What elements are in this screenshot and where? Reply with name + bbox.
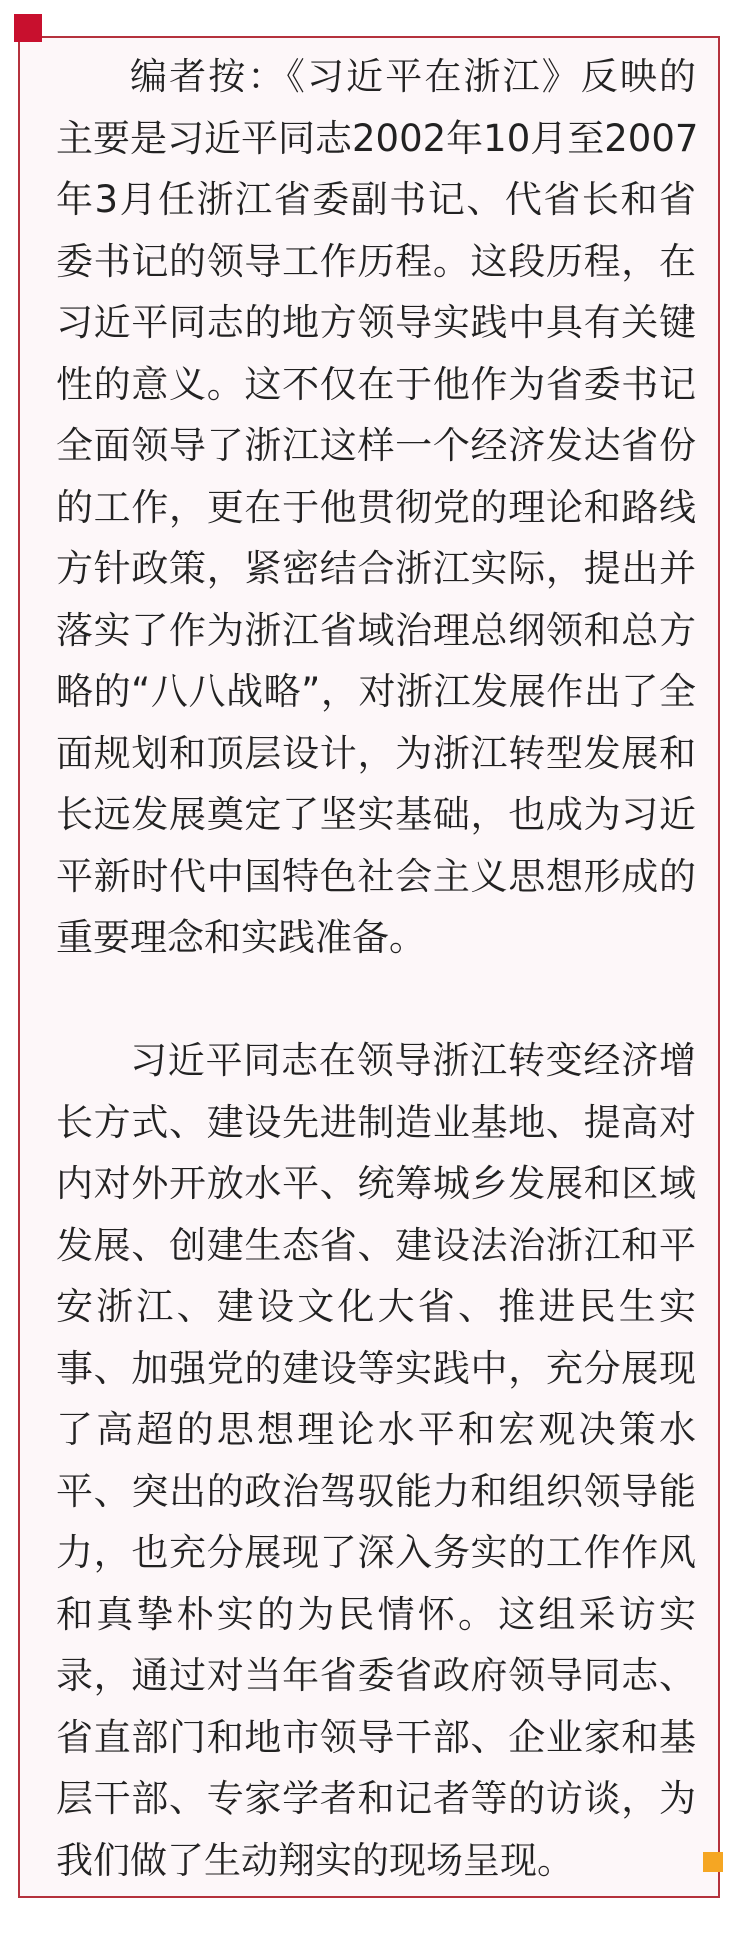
text-line: 内对外开放水平、统筹城乡发展和区域	[56, 1162, 696, 1205]
corner-decoration-top-left	[14, 14, 42, 42]
paragraph-2	[56, 1030, 696, 1891]
text-line: 平新时代中国特色社会主义思想形成的	[56, 854, 696, 898]
text-line: 方针政策，紧密结合浙江实际，提出并	[56, 547, 696, 590]
text-line: 层干部、专家学者和记者等的访谈，为	[56, 1777, 696, 1820]
text-line: 性的意义。这不仅在于他作为省委书记	[56, 362, 696, 406]
editor-note	[56, 46, 699, 1891]
text-line: 发展、创建生态省、建设法治浙江和平	[56, 1223, 696, 1267]
paragraph-1	[56, 46, 699, 969]
text-line: 略的“八八战略”，对浙江发展作出了全	[56, 670, 696, 713]
text-line: 年3月任浙江省委副书记、代省长和省	[56, 178, 696, 221]
text-line: 习近平同志在领导浙江转变经济增	[130, 1039, 696, 1082]
text-line: 重要理念和实践准备。	[56, 916, 426, 959]
text-line: 落实了作为浙江省域治理总纲领和总方	[56, 608, 696, 652]
text-line: 安浙江、建设文化大省、推进民生实	[56, 1285, 696, 1328]
text-line: 长远发展奠定了坚实基础，也成为习近	[56, 793, 696, 836]
text-line: 全面领导了浙江这样一个经济发达省份	[56, 424, 696, 467]
text-line: 长方式、建设先进制造业基地、提高对	[56, 1100, 696, 1144]
text-line: 主要是习近平同志2002年10月至2007	[56, 116, 699, 160]
text-line: 省直部门和地市领导干部、企业家和基	[56, 1715, 696, 1759]
text-line: 录，通过对当年省委省政府领导同志、	[56, 1654, 696, 1697]
text-line: 习近平同志的地方领导实践中具有关键	[56, 301, 696, 344]
text-line: 委书记的领导工作历程。这段历程，在	[56, 239, 696, 283]
text-line: 事、加强党的建设等实践中，充分展现	[56, 1346, 696, 1390]
corner-decoration-bottom-right	[703, 1852, 723, 1872]
text-line: 力，也充分展现了深入务实的工作作风	[56, 1531, 696, 1574]
text-line: 面规划和顶层设计，为浙江转型发展和	[56, 731, 696, 775]
text-line: 平、突出的政治驾驭能力和组织领导能	[56, 1469, 696, 1513]
text-line: 了高超的思想理论水平和宏观决策水	[56, 1408, 696, 1451]
text-line: 和真挚朴实的为民情怀。这组采访实	[56, 1592, 696, 1636]
text-line: 的工作，更在于他贯彻党的理论和路线	[56, 485, 696, 529]
text-line: 我们做了生动翔实的现场呈现。	[56, 1838, 574, 1882]
text-line: 编者按：《习近平在浙江》反映的	[130, 55, 696, 98]
